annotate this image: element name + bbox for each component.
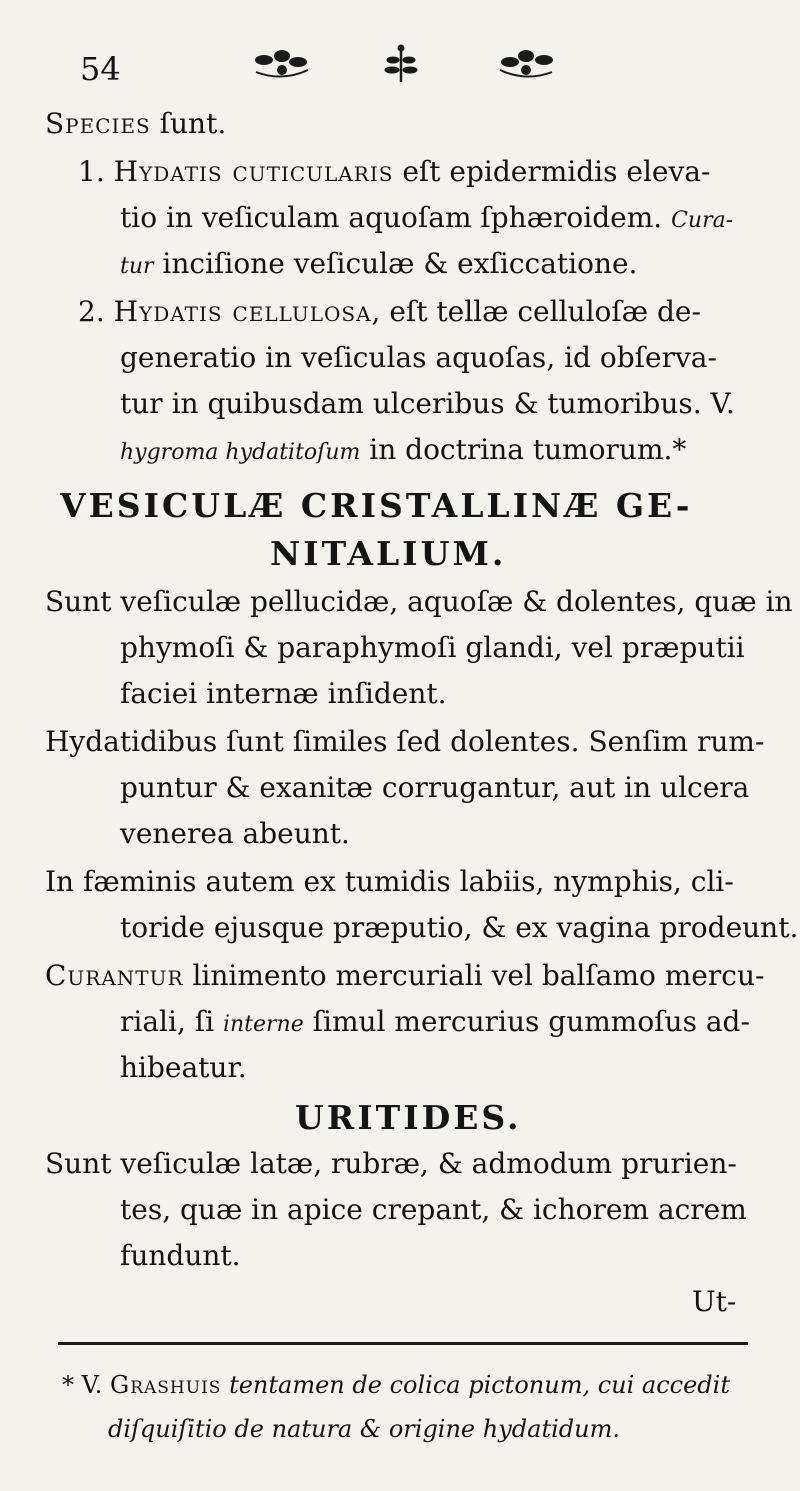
para1-line3: faciei internæ inſident. xyxy=(120,677,447,710)
catchword: Ut- xyxy=(692,1285,737,1318)
item1-line2: tio in veſiculam aquoſam ſphæroidem. Cura- xyxy=(120,201,734,234)
para5-line2: tes, quæ in apice crepant, & ichorem acrem xyxy=(120,1193,747,1226)
para1-line1: Sunt veſiculæ pellucidæ, aquoſæ & dolentes, quæ in xyxy=(45,585,793,618)
item2-line1: 2. Hydatis cellulosa, eſt tellæ celluloſæ de- xyxy=(78,295,701,328)
para4-line1: Curantur linimento mercuriali vel balſamo mercu- xyxy=(45,959,765,992)
right-flower-ornament-icon xyxy=(496,42,556,82)
para2-line3: venerea abeunt. xyxy=(120,817,350,850)
item2-line2: generatio in veſiculas aquoſas, id obſerva- xyxy=(120,341,717,374)
left-flower-ornament-icon xyxy=(252,42,312,82)
center-sprig-ornament-icon xyxy=(383,42,419,86)
footnote-rule xyxy=(58,1342,748,1345)
para2-line2: puntur & exanitæ corrugantur, aut in ulcera xyxy=(120,771,750,804)
footnote-line2: diſquiſitio de natura & origine hydatidum. xyxy=(108,1415,620,1443)
para3-line2: toride ejusque præputio, & ex vagina prodeunt. xyxy=(120,911,799,944)
para3-line1: In fæminis autem ex tumidis labiis, nymphis, cli- xyxy=(45,865,734,898)
item1-line3: tur inciſione veſiculæ & exſiccatione. xyxy=(120,247,638,280)
para4-line2: riali, ſi interne ſimul mercurius gummoſus ad- xyxy=(120,1005,750,1038)
species-intro: Species ſunt. xyxy=(45,107,227,140)
section-heading-uritides: URITIDES. xyxy=(295,1098,522,1137)
para5-line3: fundunt. xyxy=(120,1239,241,1272)
para2-line1: Hydatidibus ſunt ſimiles ſed dolentes. Senſim rum- xyxy=(45,725,765,758)
section-heading-vesiculae: VESICULÆ CRISTALLINÆ GE- xyxy=(60,486,693,525)
page-number: 54 xyxy=(80,50,121,88)
item2-line3: tur in quibusdam ulceribus & tumoribus. V. xyxy=(120,387,735,420)
item1-line1: 1. Hydatis cuticularis eſt epidermidis eleva- xyxy=(78,155,711,188)
footnote-line1: * V. Grashuis tentamen de colica pictonum, cui accedit xyxy=(62,1371,730,1399)
section-heading-vesiculae-cont: NITALIUM. xyxy=(270,534,507,573)
item2-line4: hygroma hydatitoſum in doctrina tumorum.* xyxy=(120,433,687,466)
para5-line1: Sunt veſiculæ latæ, rubræ, & admodum prurien- xyxy=(45,1147,737,1180)
para1-line2: phymoſi & paraphymoſi glandi, vel præputii xyxy=(120,631,745,664)
para4-line3: hibeatur. xyxy=(120,1051,247,1084)
